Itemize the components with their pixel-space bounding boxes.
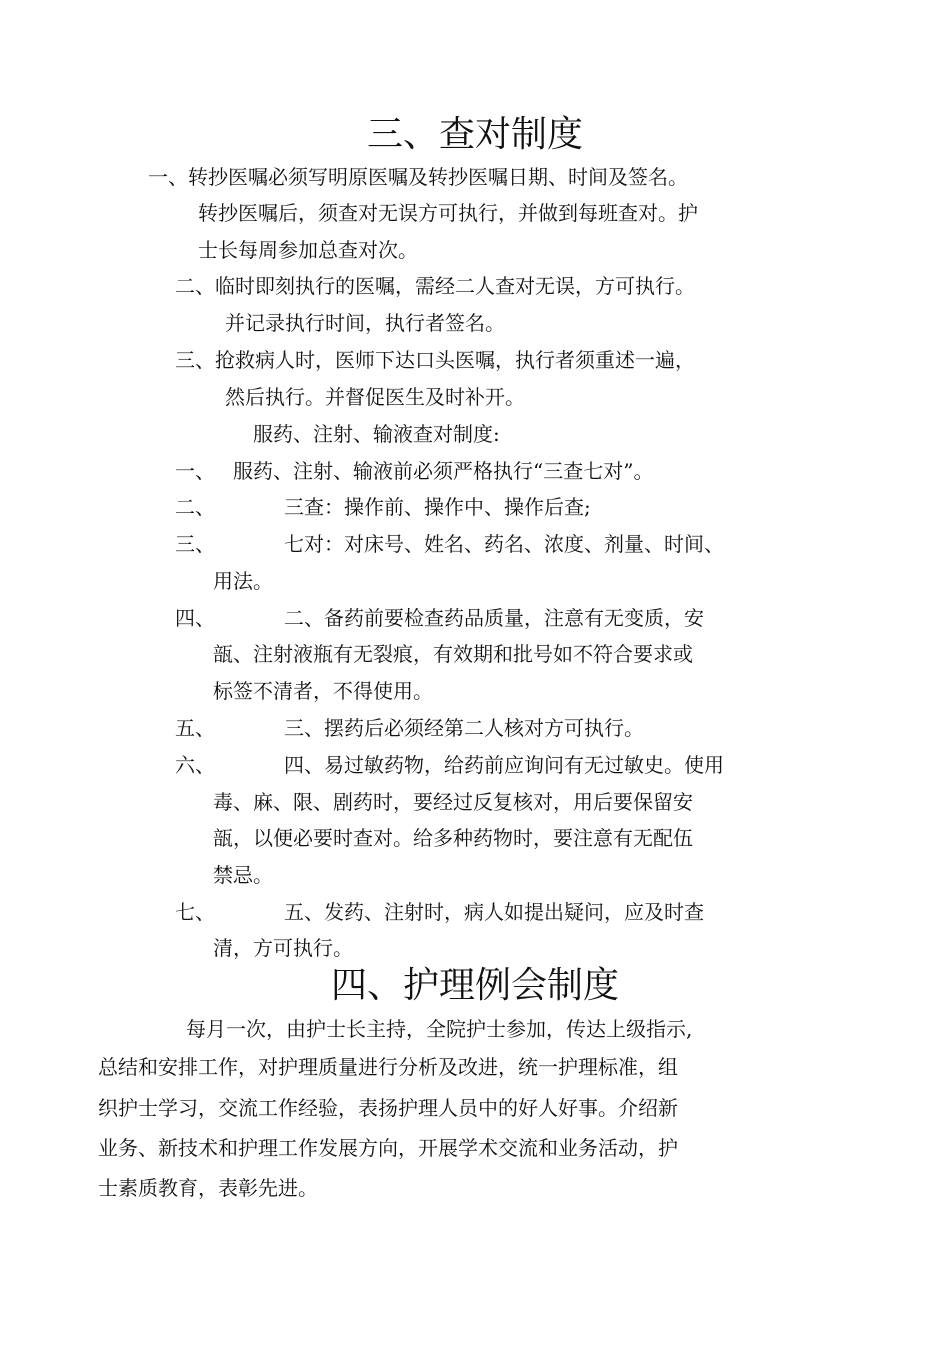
rule-3-line-1: 三、抢救病人时，医师下达口头医嘱，执行者须重述一遍， <box>175 348 695 372</box>
sub-item-6-line-2: 毒、麻、限、剧药时，要经过反复核对，用后要保留安 <box>213 790 693 814</box>
section-title: 三、查对制度 <box>366 114 583 155</box>
sub-item-4-line-1: 二、备药前要检查药品质量，注意有无变质，安 <box>284 606 704 630</box>
sub-item-2-line-1: 三查：操作前、操作中、操作后查; <box>284 495 591 519</box>
sub-item-3-line-2: 用法。 <box>213 569 273 593</box>
meeting-paragraph-line-2: 总结和安排工作，对护理质量进行分析及改进，统一护理标准，组 <box>98 1055 678 1079</box>
rule-1-line-3: 士长每周参加总查对次。 <box>198 238 418 262</box>
sub-item-3-number: 三、 <box>175 532 215 556</box>
sub-item-4-number: 四、 <box>175 606 215 630</box>
sub-item-4-line-3: 标签不清者，不得使用。 <box>213 679 433 703</box>
rule-2-line-2: 并记录执行时间，执行者签名。 <box>225 311 505 335</box>
sub-item-2-number: 二、 <box>175 495 215 519</box>
sub-item-7-line-1: 五、发药、注射时，病人如提出疑问，应及时查 <box>284 900 704 924</box>
meeting-paragraph-line-5: 士素质教育，表彰先进。 <box>98 1176 318 1200</box>
rule-2-line-1: 二、临时即刻执行的医嘱，需经二人查对无误，方可执行。 <box>175 274 695 298</box>
section-title-meeting: 四、护理例会制度 <box>330 965 619 1006</box>
sub-item-5-number: 五、 <box>175 716 215 740</box>
sub-item-1-number: 一、 <box>175 459 215 483</box>
sub-item-1-line-1: 服药、注射、输液前必须严格执行“三查七对”。 <box>233 459 654 483</box>
sub-item-6-line-3: 瓿，以便必要时查对。给多种药物时，要注意有无配伍 <box>213 826 693 850</box>
sub-item-3-line-1: 七对：对床号、姓名、药名、浓度、剂量、时间、 <box>284 532 724 556</box>
meeting-paragraph-line-3: 织护士学习，交流工作经验，表扬护理人员中的好人好事。介绍新 <box>98 1096 678 1120</box>
subsection-title: 服药、注射、输液查对制度: <box>253 422 500 446</box>
rule-3-line-2: 然后执行。并督促医生及时补开。 <box>225 385 525 409</box>
meeting-paragraph-line-4: 业务、新技术和护理工作发展方向，开展学术交流和业务活动，护 <box>98 1136 678 1160</box>
sub-item-7-number: 七、 <box>175 900 215 924</box>
sub-item-7-line-2: 清，方可执行。 <box>213 936 353 960</box>
sub-item-6-line-4: 禁忌。 <box>213 863 273 887</box>
sub-item-6-number: 六、 <box>175 753 215 777</box>
sub-item-6-line-1: 四、易过敏药物，给药前应询问有无过敏史。使用 <box>284 753 724 777</box>
meeting-paragraph-line-1: 每月一次，由护士长主持，全院护士参加，传达上级指示, <box>186 1017 693 1041</box>
sub-item-4-line-2: 瓿、注射液瓶有无裂痕，有效期和批号如不符合要求或 <box>213 642 693 666</box>
rule-1-line-2: 转抄医嘱后，须查对无误方可执行，并做到每班查对。护 <box>198 201 698 225</box>
rule-1-line-1: 一、转抄医嘱必须写明原医嘱及转抄医嘱日期、时间及签名。 <box>148 165 688 189</box>
sub-item-5-line-1: 三、摆药后必须经第二人核对方可执行。 <box>284 716 644 740</box>
